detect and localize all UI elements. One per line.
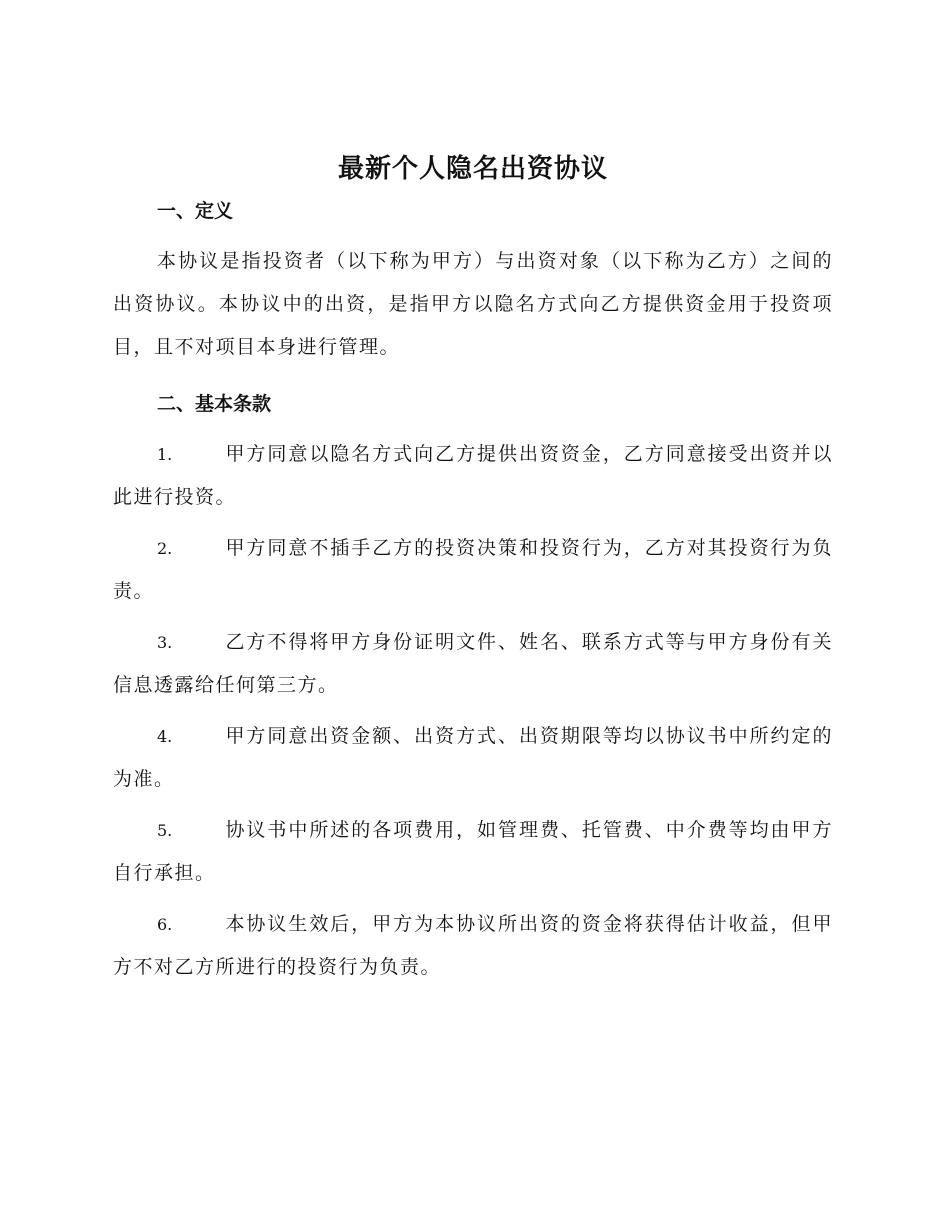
clause-item bbox=[113, 433, 833, 519]
clause-text: 协议书中所述的各项费用，如管理费、托管费、中介费等均由甲方自行承担。 bbox=[113, 819, 833, 884]
section-basic-terms bbox=[113, 391, 833, 989]
clause-text: 乙方不得将甲方身份证明文件、姓名、联系方式等与甲方身份有关信息透露给任何第三方。 bbox=[113, 631, 833, 696]
clause-number: 6. bbox=[157, 915, 173, 934]
document-title: 最新个人隐名出资协议 bbox=[337, 154, 608, 184]
clause-item bbox=[113, 527, 833, 613]
document-page bbox=[113, 148, 833, 997]
clause-text: 甲方同意以隐名方式向乙方提供出资资金，乙方同意接受出资并以此进行投资。 bbox=[113, 443, 833, 508]
clause-text: 甲方同意不插手乙方的投资决策和投资行为，乙方对其投资行为负责。 bbox=[113, 537, 833, 602]
section-heading-basic-terms: 二、基本条款 bbox=[157, 393, 272, 415]
clause-number: 3. bbox=[157, 633, 173, 652]
clause-item bbox=[113, 715, 833, 801]
clause-number: 4. bbox=[157, 727, 173, 746]
clause-text: 本协议生效后，甲方为本协议所出资的资金将获得估计收益，但甲方不对乙方所进行的投资行为负责。 bbox=[113, 913, 833, 978]
section-heading-definition: 一、定义 bbox=[157, 200, 234, 222]
clause-item bbox=[113, 809, 833, 895]
clause-text: 甲方同意出资金额、出资方式、出资期限等均以协议书中所约定的为准。 bbox=[113, 725, 833, 790]
clause-number: 1. bbox=[157, 445, 173, 464]
clause-number: 5. bbox=[157, 821, 173, 840]
definition-paragraph: 本协议是指投资者（以下称为甲方）与出资对象（以下称为乙方）之间的出资协议。本协议中的出资，是指甲方以隐名方式向乙方提供资金用于投资项目，且不对项目本身进行管理。 bbox=[113, 250, 833, 358]
section-definition bbox=[113, 198, 833, 369]
clause-item bbox=[113, 903, 833, 989]
clause-item bbox=[113, 621, 833, 707]
clause-number: 2. bbox=[157, 539, 173, 558]
